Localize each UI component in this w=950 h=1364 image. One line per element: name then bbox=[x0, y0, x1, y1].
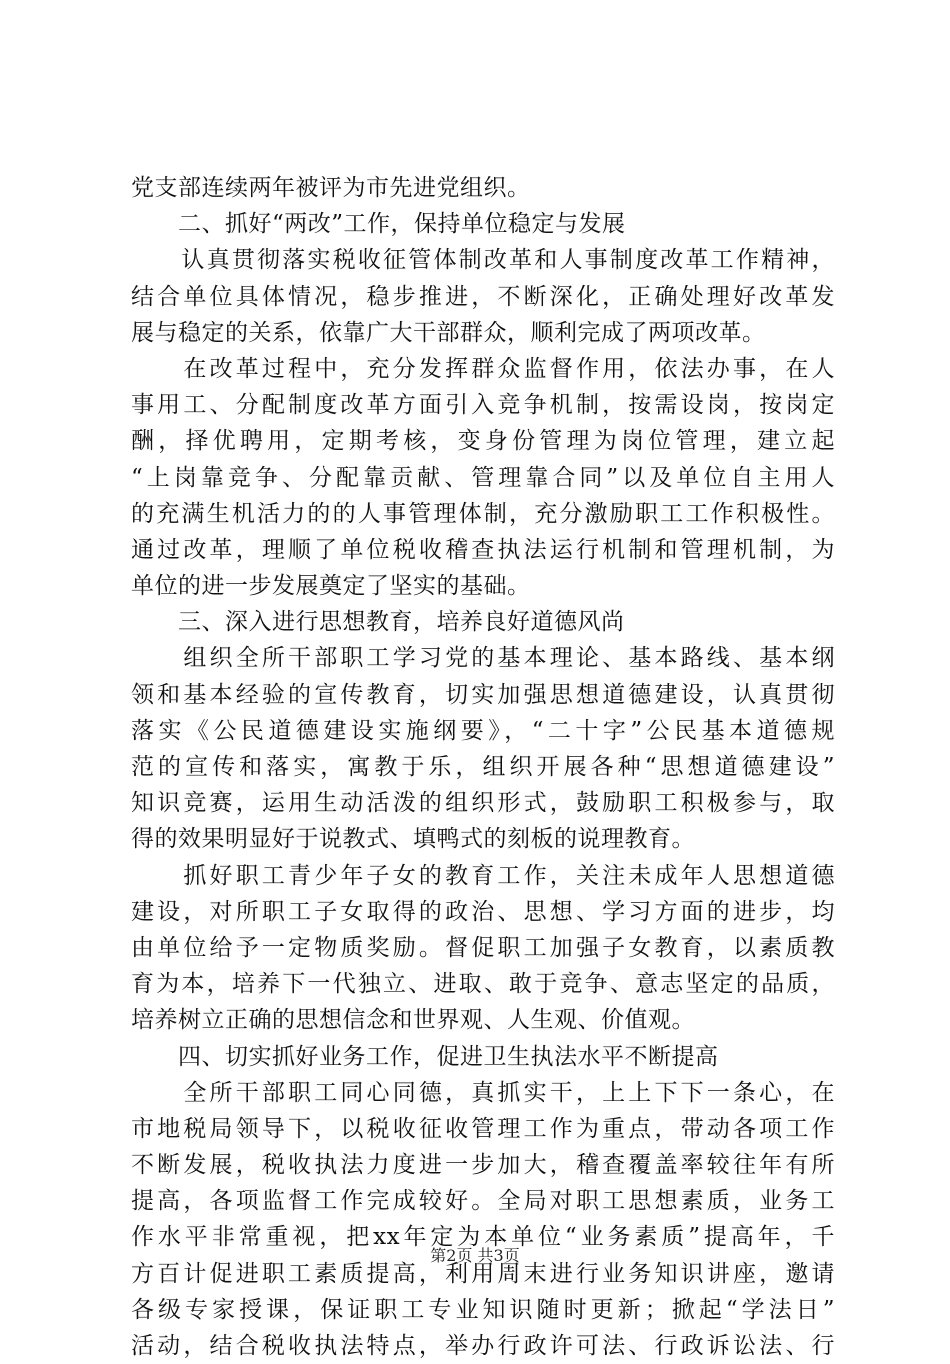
text-line: 在改革过程中，充分发挥群众监督作用，依法办事，在人 bbox=[131, 355, 835, 382]
text-line: 酬，择优聘用，定期考核，变身份管理为岗位管理，建立起 bbox=[131, 428, 835, 455]
text-line: 的充满生机活力的的人事管理体制，充分激励职工工作积极性。 bbox=[131, 500, 835, 527]
text-line: 各级专家授课，保证职工专业知识随时更新；掀起“学法日” bbox=[131, 1296, 835, 1323]
text-line: 认真贯彻落实税收征管体制改革和人事制度改革工作精神， bbox=[131, 247, 835, 274]
page-footer: 第2页 共3页 bbox=[430, 1246, 520, 1265]
text-line: 市地税局领导下，以税收征收管理工作为重点，带动各项工作 bbox=[131, 1115, 835, 1142]
text-line: 方百计促进职工素质提高，利用周末进行业务知识讲座，邀请 bbox=[131, 1260, 835, 1287]
text-line: 由单位给予一定物质奖励。督促职工加强子女教育，以素质教 bbox=[131, 934, 835, 961]
text-line: 得的效果明显好于说教式、填鸭式的刻板的说理教育。 bbox=[131, 826, 695, 853]
document-body bbox=[131, 170, 835, 1364]
text-line: 领和基本经验的宣传教育，切实加强思想道德建设，认真贯彻 bbox=[131, 681, 835, 708]
text-line: 不断发展，税收执法力度进一步加大，稽查覆盖率较往年有所 bbox=[131, 1152, 835, 1179]
text-line: 单位的进一步发展奠定了坚实的基础。 bbox=[131, 573, 531, 600]
text-line: 组织全所干部职工学习党的基本理论、基本路线、基本纲 bbox=[131, 645, 835, 672]
text-line: 活动，结合税收执法特点，举办行政许可法、行政诉讼法、行 bbox=[131, 1333, 835, 1359]
text-line: 事用工、分配制度改革方面引入竞争机制，按需设岗，按岗定 bbox=[131, 392, 835, 419]
text-line: 展与稳定的关系，依靠广大干部群众，顺利完成了两项改革。 bbox=[131, 319, 766, 346]
text-line: “上岗靠竞争、分配靠贡献、管理靠合同”以及单位自主用人 bbox=[131, 464, 835, 491]
text-line: 抓好职工青少年子女的教育工作，关注未成年人思想道德 bbox=[131, 862, 835, 889]
text-line: 全所干部职工同心同德，真抓实干，上上下下一条心，在 bbox=[131, 1079, 835, 1106]
text-line: 结合单位具体情况，稳步推进，不断深化，正确处理好改革发 bbox=[131, 283, 835, 310]
text-line: 落实《公民道德建设实施纲要》，“二十字”公民基本道德规 bbox=[131, 717, 835, 744]
text-line: 提高，各项监督工作完成较好。全局对职工思想素质，业务工 bbox=[131, 1188, 835, 1215]
text-line: 二、抓好“两改”工作，保持单位稳定与发展 bbox=[131, 211, 626, 238]
text-line: 范的宣传和落实，寓教于乐，组织开展各种“思想道德建设” bbox=[131, 754, 835, 780]
text-line: 党支部连续两年被评为市先进党组织。 bbox=[131, 175, 531, 201]
text-line: 通过改革，理顺了单位税收稽查执法运行机制和管理机制，为 bbox=[131, 536, 835, 563]
text-line: 育为本，培养下一代独立、进取、敢于竞争、意志坚定的品质， bbox=[131, 971, 835, 998]
text-line: 培养树立正确的思想信念和世界观、人生观、价值观。 bbox=[131, 1007, 695, 1034]
text-line: 四、切实抓好业务工作，促进卫生执法水平不断提高 bbox=[131, 1043, 719, 1070]
text-line: 作水平非常重视，把xx年定为本单位“业务素质”提高年，千 bbox=[131, 1224, 835, 1251]
text-line: 三、深入进行思想教育，培养良好道德风尚 bbox=[131, 609, 625, 636]
text-line: 知识竞赛，运用生动活泼的组织形式，鼓励职工积极参与，取 bbox=[131, 790, 835, 817]
text-line: 建设，对所职工子女取得的政治、思想、学习方面的进步，均 bbox=[131, 898, 835, 925]
